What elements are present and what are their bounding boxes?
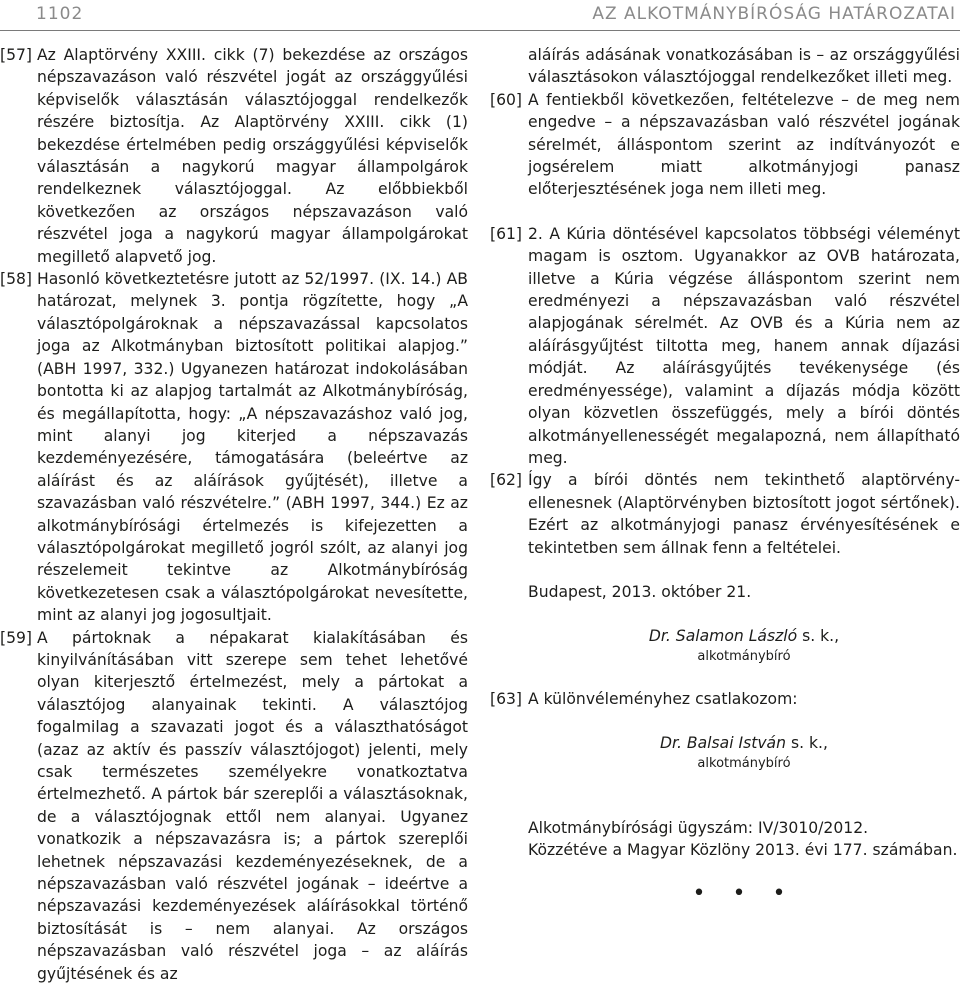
paragraph-number: [59] [0,628,33,647]
paragraph-number: [61] [490,224,523,243]
running-title: AZ ALKOTMÁNYBÍRÓSÁG HATÁROZATAI [592,4,956,24]
paragraph-number: [63] [490,689,523,708]
paragraph-61 [490,223,960,469]
paragraph-text: A pártoknak a népakarat kialakításában és kinyilvánításában vitt szerepe sem tehet lehetővé olyan kiterjesztő értelmezést, mely a pártokat a választójog alanyainak tekinti. A választójog fogalmilag a szavazati jogot és a választhatóságot (azaz az aktív és passzív választójogot) jelenti, mely csak természetes személyekre vonatkoztatva értelmezhető. A pártok bár szereplői a választásoknak, de a választójognak ettől nem alanyai. Ugyanez vonatkozik a népszavazásra is; a pártok szereplői lehetnek népszavazási kezdeményezéseknek, de a népszavazásban való részvétel jogának – ideértve a népszavazási kezdeményezések aláírásokkal történő biztosítását is – nem alanyai. Az országos népszavazásban való részvétel joga – az aláírás gyűjtésének és az [37,628,468,983]
paragraph-text: Az Alaptörvény XXIII. cikk (7) bekezdése az országos népszavazáson való részvétel jogát az országgyűlési képviselők választásán választójoggal rendelkezők részére biztosítja. Az Alaptörvény XXIII. cikk (1) bekezdése értelmében pedig országgyűlési képviselők választásán a nagykorú magyar állampolgárok rendelkeznek választójoggal. Az előbbiekből következően az országos népszavazáson való részvétel joga a nagykorú magyar állampolgárokat megillető alapvető jog. [37,46,468,266]
signature-block-1 [490,625,960,665]
paragraph-62 [490,469,960,559]
paragraph-text: A különvéleményhez csatlakozom: [528,689,798,708]
paragraph-58 [0,268,468,627]
paragraph-text: Hasonló következtetésre jutott az 52/1997. (IX. 14.) AB határozat, melynek 3. pontja rögzítette, hogy „A választópolgároknak a népszavazással kapcsolatos joga az Alkotmányban biztosított politikai alapjog.” (ABH 1997, 332.) Ugyanezen határozat indokolásában bontotta ki az alapjog tartalmát az Alkotmánybíróság, és megállapította, hogy: „A népszavazáshoz való jog, mint alanyi jog kiterjed a népszavazás kezdeményezésére, támogatására (beleértve az aláírást és az aláírások gyűjtését), illetve a szavazásban való részvételre.” (ABH 1997, 344.) Ez az alkotmánybírósági értelmezés is kifejezetten a választópolgárokat megillető jogról szólt, az alanyi jog részelemeit tekintve az Alkotmánybíróság következetesen csak a választópolgárokat nevesítette, mint az alanyi jog jogosultjait. [37,270,468,625]
paragraph-59-continued: aláírás adásának vonatkozásában is – az országgyűlési választásokon választójoggal rendelkezőket illeti meg. [528,46,960,87]
paragraph-number: [57] [0,46,33,64]
spacer [490,201,960,223]
paragraph-number: [62] [490,471,523,490]
judge-name: Dr. Balsai István [660,734,786,753]
case-number: Alkotmánybírósági ügyszám: IV/3010/2012. [528,818,869,837]
spacer [490,861,960,883]
right-column [490,44,960,906]
judge-role: alkotmánybíró [697,648,791,664]
paragraph-57 [0,44,468,268]
paragraph-63 [490,688,960,710]
left-column [0,44,468,985]
paragraph-text: Így a bírói döntés nem tekinthető alaptörvény-ellenesnek (Alaptörvényben biztosított jogot sértőnek). Ezért az alkotmányjogi panasz érvényesítésének e tekintetben sem állnak fenn a feltételei. [528,471,960,557]
spacer [490,795,960,817]
spacer [490,559,960,581]
place-and-date: Budapest, 2013. október 21. [528,582,752,601]
paragraph-59 [0,627,468,985]
spacer [490,666,960,688]
paragraph-number: [58] [0,270,33,289]
paragraph-text: A fentiekből következően, feltételezve – de meg nem engedve – a népszavazásban való részvétel jogának sérelmét, álláspontom szerint az indítványozót e jogsérelem miatt alkotmányjogi panasz előterjesztésének joga nem illeti meg. [528,90,960,199]
paragraph-text: 2. A Kúria döntésével kapcsolatos többségi véleményt magam is osztom. Ugyanakkor az OVB határozata, illetve a Kúria végzése álláspontom szerint nem eredményezi a népszavazásban való részvétel alapjogának sérelmét. Az OVB és a Kúria nem az aláírásgyűjtést tiltotta meg, hanem annak díjazási módját. Az aláírásgyűjtés tevékenysége (és eredményessége), valamint a díjazás módja között olyan közvetlen összefüggés, mely a bírói döntés alkotmányellenességét megalapozná, nem állapítható meg. [528,224,960,467]
page-number: 1102 [36,4,84,24]
spacer [490,773,960,795]
paragraph-60 [490,89,960,201]
paragraph-number: [60] [490,90,523,109]
end-mark: • • • [692,881,796,907]
publication-note: Közzétéve a Magyar Közlöny 2013. évi 177. számában. [528,840,958,859]
signature-suffix: s. k., [786,734,828,753]
judge-name: Dr. Salamon László [648,627,798,646]
judge-role: alkotmánybíró [697,755,791,771]
spacer [490,710,960,732]
signature-suffix: s. k., [797,627,840,646]
signature-block-2 [490,732,960,772]
spacer [490,603,960,625]
running-header [0,0,960,31]
